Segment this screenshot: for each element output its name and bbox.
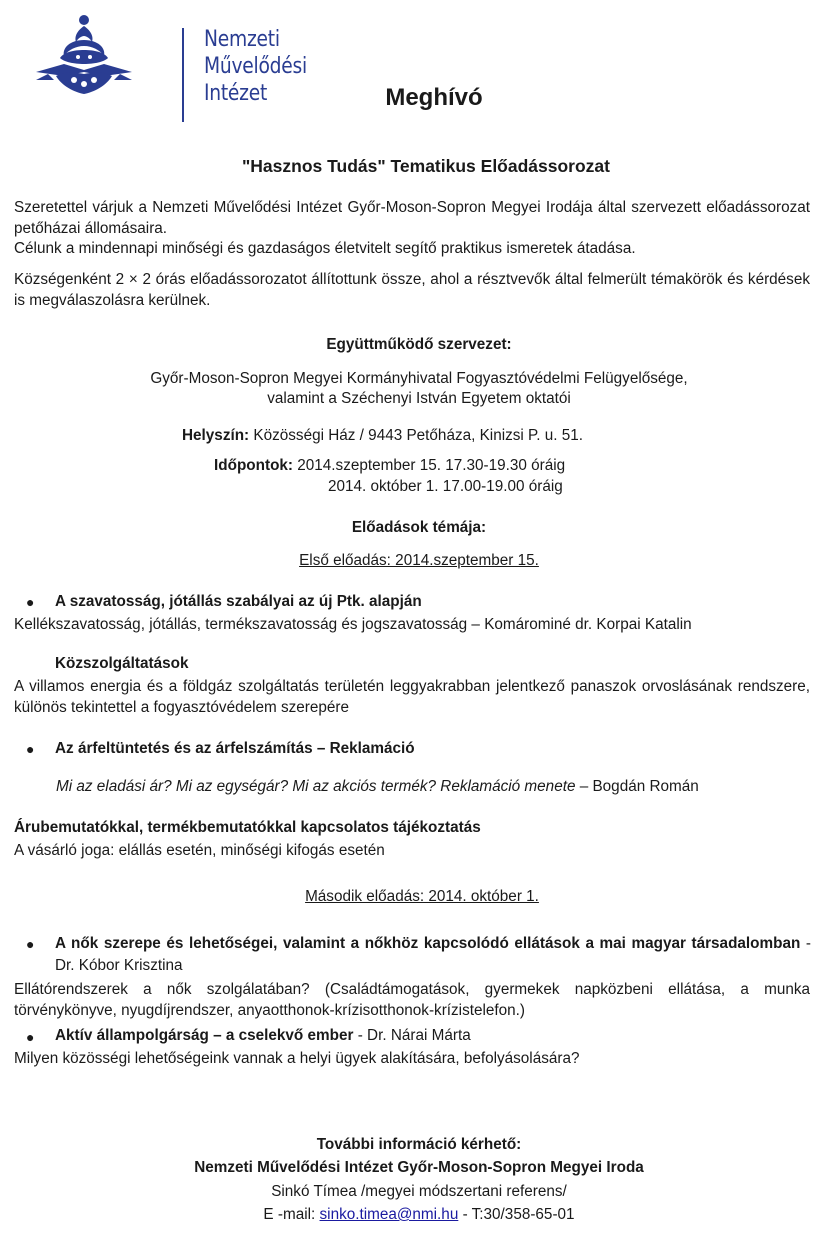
bullet-icon: ● [26, 936, 35, 952]
intro-paragraph-2: Községenként 2 × 2 órás előadássorozatot állítottunk össze, ahol a résztvevők által felmerült témakörök és kérdések is megválaszolásra kerülnek. [14, 271, 810, 309]
first-topic-3-body [56, 778, 699, 796]
first-lecture-heading: Első előadás: 2014.szeptember 15. [299, 552, 539, 569]
partner-line-2: valamint a Széchenyi István Egyetem oktatói [267, 390, 571, 407]
bullet-icon: ● [26, 1029, 35, 1045]
bullet-icon: ● [26, 594, 35, 610]
second-topic-2-body: Milyen közösségi lehetőségeink vannak a helyi ügyek alakítására, befolyásolására? [14, 1050, 580, 1067]
dates-line-1 [214, 457, 565, 475]
intro-paragraph-1 [14, 198, 810, 260]
location [182, 427, 583, 445]
logo-line-2: Művelődési [204, 54, 307, 79]
page-subtitle: "Hasznos Tudás" Tematikus Előadássorozat [242, 156, 610, 176]
footer-info-heading: További információ kérhető: [316, 1136, 522, 1153]
second-topic-1-body: Ellátórendszerek a nők szolgálatában? (Családtámogatások, gyermekek napközbeni ellátása, a munka törvénykönyve, nyugdíjrendszer, anyaotthonok-krízisotthonok-krízistelefon.) [14, 981, 810, 1019]
topics-heading: Előadások témája: [351, 519, 487, 536]
second-topic-2-title [55, 1025, 811, 1047]
location-value: Közösségi Ház / 9443 Petőháza, Kinizsi P. u. 51. [249, 427, 584, 444]
second-topic-1-speaker: - Dr. Kóbor Krisztina [55, 935, 811, 974]
second-lecture-heading: Második előadás: 2014. október 1. [305, 888, 539, 905]
first-topic-3-speaker: – Bogdán Román [575, 778, 699, 795]
second-topic-2-speaker: - Dr. Nárai Márta [353, 1027, 471, 1044]
first-topic-4-body: A vásárló joga: elállás esetén, minőségi kifogás esetén [14, 842, 385, 859]
first-topic-3-questions: Mi az eladási ár? Mi az egységár? Mi az akciós termék? Reklamáció menete [56, 778, 576, 795]
phone-number: - T:30/358-65-01 [458, 1206, 575, 1223]
logo-line-3: Intézet [204, 81, 268, 106]
footer-contact-person: Sinkó Tímea /megyei módszertani referens/ [271, 1183, 567, 1200]
second-topic-1-title [55, 933, 811, 977]
email-label: E -mail: [263, 1206, 320, 1223]
footer-contact-line [0, 1204, 838, 1225]
partner-line-1: Győr-Moson-Sopron Megyei Kormányhivatal Fogyasztóvédelmi Felügyelősége, [150, 370, 688, 387]
intro-text-1b: Célunk a mindennapi minőségi és gazdaságos életvitelt segítő praktikus ismeretek átadása. [14, 240, 636, 257]
date-1: 2014.szeptember 15. 17.30-19.30 óráig [293, 457, 566, 474]
date-2: 2014. október 1. 17.00-19.00 óráig [328, 478, 563, 495]
logo-line-1: Nemzeti [204, 27, 280, 52]
intro-text-1: Szeretettel várjuk a Nemzeti Művelődési Intézet Győr-Moson-Sopron Megyei Irodája által szervezett előadássorozat petőházai állomásaira. [14, 199, 810, 237]
bullet-icon: ● [26, 741, 35, 757]
email-link[interactable]: sinko.timea@nmi.hu [319, 1206, 459, 1223]
second-topic-2-title-text: Aktív állampolgárság – a cselekvő ember [55, 1027, 354, 1044]
footer-office-name: Nemzeti Művelődési Intézet Győr-Moson-Sopron Megyei Iroda [194, 1159, 644, 1176]
first-topic-4-title: Árubemutatókkal, termékbemutatókkal kapcsolatos tájékoztatás [14, 819, 481, 836]
second-topic-1-title-text: A nők szerepe és lehetőségei, valamint a nőkhöz kapcsolódó ellátások a mai magyar társadalomban [55, 935, 801, 952]
location-label: Helyszín: [182, 427, 250, 444]
first-topic-3-title: Az árfeltüntetés és az árfelszámítás – Reklamáció [55, 740, 415, 757]
first-topic-2-body: A villamos energia és a földgáz szolgáltatás területén leggyakrabban jelentkező panaszok orvoslásának rendszere, különös tekintettel a fogyasztóvédelem szerepére [14, 678, 810, 716]
first-topic-1-title: A szavatosság, jótállás szabályai az új Ptk. alapján [55, 593, 422, 610]
first-topic-2-title: Közszolgáltatások [55, 655, 189, 672]
partner-heading: Együttműködő szervezet: [326, 336, 512, 353]
first-topic-1-body: Kellékszavatosság, jótállás, termékszavatosság és jogszavatosság – Komárominé dr. Korpai Katalin [14, 616, 692, 633]
page-title: Meghívó [385, 84, 483, 111]
dates-label: Időpontok: [214, 457, 294, 474]
